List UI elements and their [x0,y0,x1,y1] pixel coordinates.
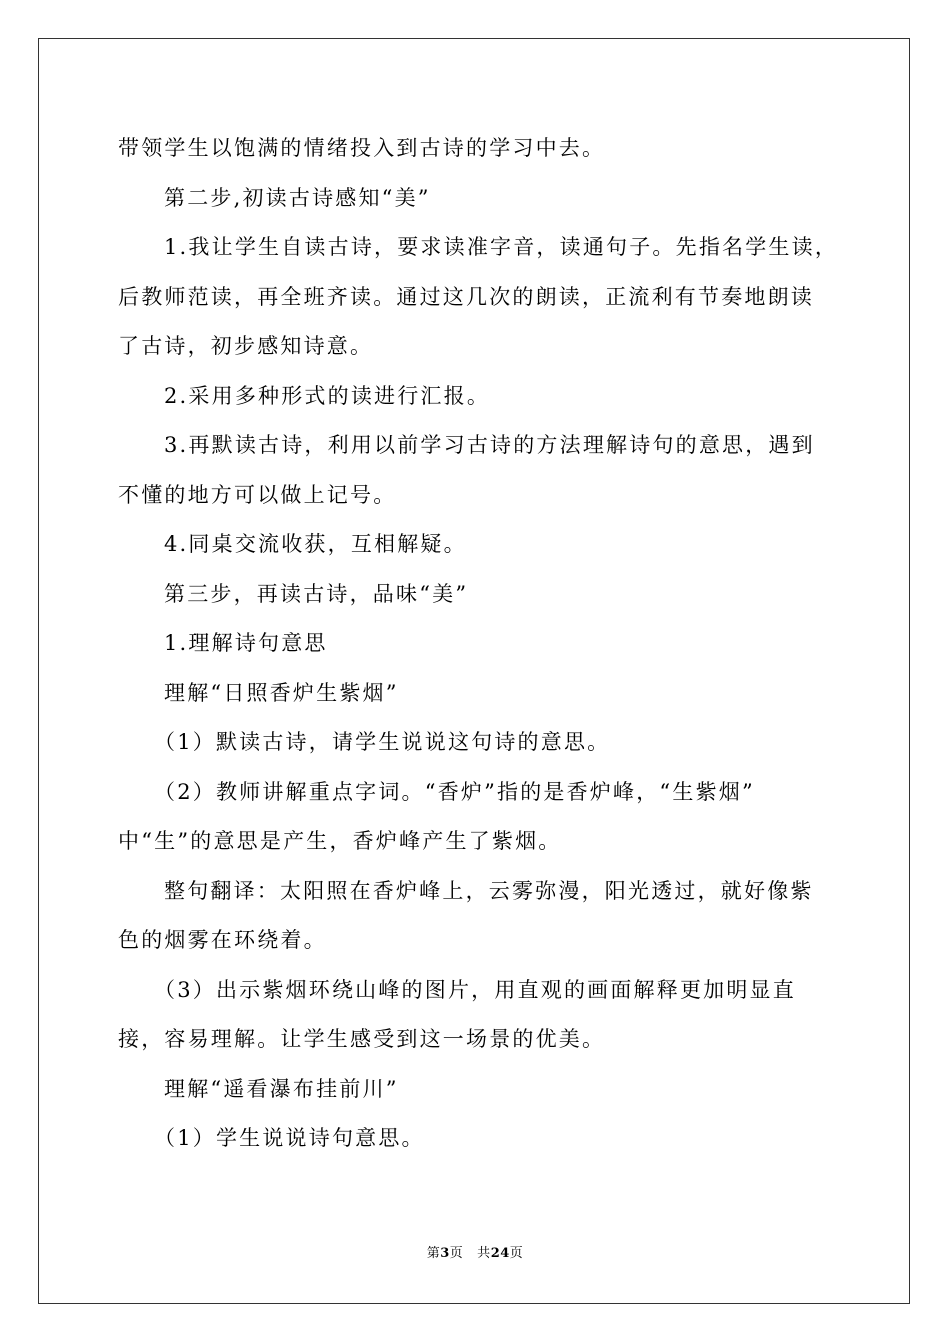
paragraph: （1）学生说说诗句意思。 [154,1126,425,1150]
paragraph: （3）出示紫烟环绕山峰的图片，用直观的画面解释更加明显直 [154,977,796,1002]
paragraph: 3.再默读古诗，利用以前学习古诗的方法理解诗句的意思，遇到 [164,433,815,457]
paragraph: 4.同桌交流收获，互相解疑。 [164,532,467,556]
paragraph: 不懂的地方可以做上记号。 [118,482,397,507]
paragraph: 了古诗，初步感知诗意。 [118,334,374,358]
document-body [118,124,854,1164]
paragraph: （2）教师讲解重点字词。“香炉”指的是香炉峰，“生紫烟” [154,779,755,804]
page-suffix: 页 [449,1246,464,1261]
page-current: 3 [440,1246,450,1261]
paragraph: 后教师范读，再全班齐读。通过这几次的朗读，正流利有节奏地朗读 [118,284,814,309]
paragraph: 接，容易理解。让学生感受到这一场景的优美。 [118,1027,606,1051]
subheading: 理解“遥看瀑布挂前川” [164,1076,399,1101]
total-prefix: 共 [477,1246,491,1261]
page-footer [0,1242,950,1261]
subheading: 理解“日照香炉生紫烟” [164,680,399,705]
paragraph: 1.我让学生自读古诗，要求读准字音，读通句子。先指名学生读， [164,235,839,259]
page-prefix: 第 [426,1246,441,1261]
paragraph: 整句翻译：太阳照在香炉峰上，云雾弥漫，阳光透过，就好像紫 [164,878,814,903]
paragraph: 色的烟雾在环绕着。 [118,928,327,952]
section-heading: 第二步,初读古诗感知“美” [164,185,431,210]
total-suffix: 页 [509,1246,524,1261]
paragraph: 中“生”的意思是产生，香炉峰产生了紫烟。 [118,829,562,853]
paragraph: （1）默读古诗，请学生说说这句诗的意思。 [154,730,611,754]
paragraph: 带领学生以饱满的情绪投入到古诗的学习中去。 [118,136,606,160]
section-heading: 第三步，再读古诗，品味“美” [164,581,469,606]
page-total: 24 [490,1246,510,1261]
paragraph: 2.采用多种形式的读进行汇报。 [164,383,491,408]
subheading: 1.理解诗句意思 [164,631,328,655]
